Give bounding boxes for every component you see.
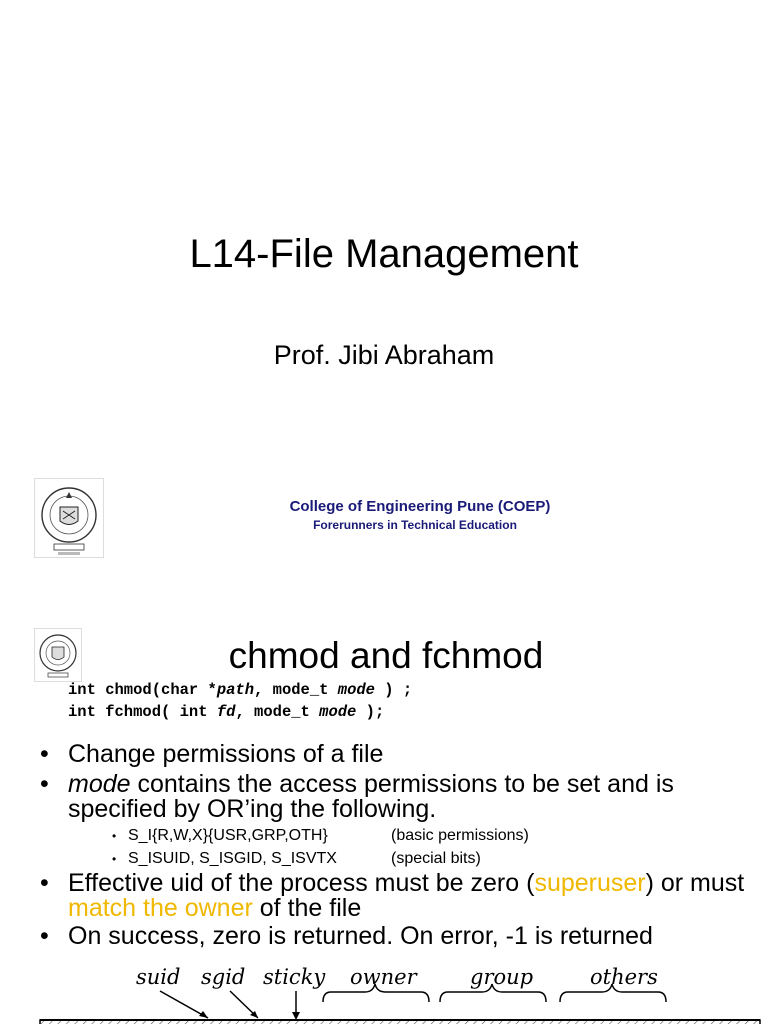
permission-bits-diagram (30, 958, 768, 1024)
bullet-dot: • (40, 869, 49, 897)
diagram-label-sticky: sticky (263, 965, 326, 989)
bullet-dot: • (40, 922, 49, 950)
diagram-label-owner: owner (350, 965, 417, 989)
diagram-label-group: group (470, 965, 534, 989)
author-name: Prof. Jibi Abraham (273, 340, 495, 370)
diagram-label-sgid: sgid (201, 965, 246, 989)
coep-emblem-logo-icon (34, 478, 104, 558)
bullet-dot: • (40, 770, 49, 798)
highlight-match-owner: match the owner (68, 894, 253, 922)
diagram-label-others: others (590, 965, 658, 989)
slide-title: L14-File Management (189, 232, 579, 276)
highlight-superuser: superuser (534, 869, 646, 897)
college-tagline: Forerunners in Technical Education (313, 518, 517, 532)
diagram-label-suid: suid (136, 965, 181, 989)
slide-title-chmod: chmod and fchmod (228, 635, 544, 676)
sub-bullet-dot: • (112, 852, 117, 866)
college-name: College of Engineering Pune (COEP) (289, 498, 551, 515)
code-line-chmod: int chmod(char *path, mode_t mode ) ; (68, 681, 413, 699)
sub-bullet-dot: • (112, 829, 117, 843)
bullet-dot: • (40, 740, 49, 768)
code-line-fchmod: int fchmod( int fd, mode_t mode ); (68, 703, 385, 721)
